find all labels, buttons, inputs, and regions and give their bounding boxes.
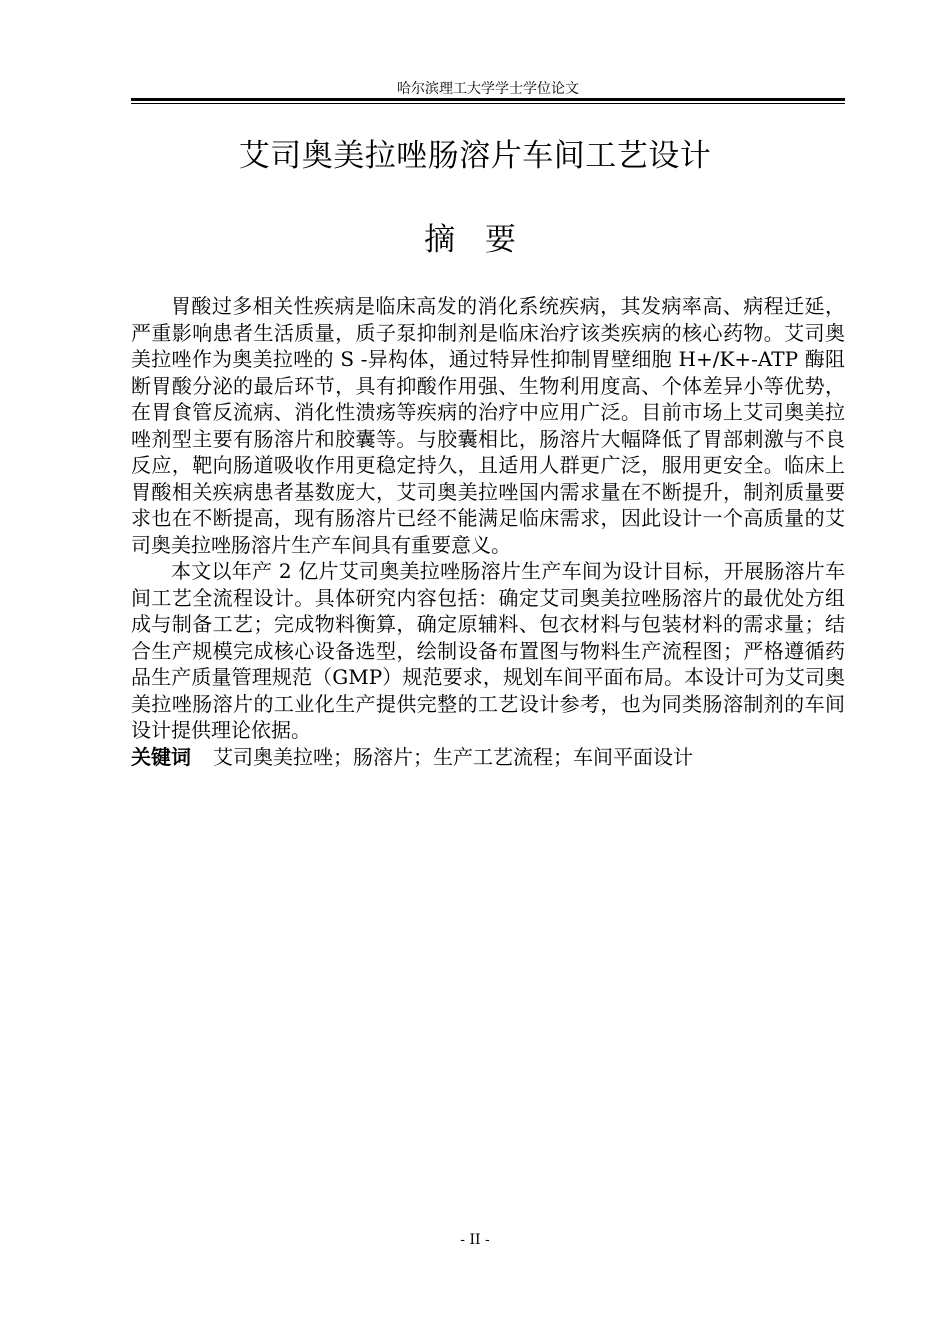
abstract-body	[131, 293, 845, 770]
keywords-text: 艾司奥美拉唑；肠溶片；生产工艺流程；车间平面设计	[213, 744, 693, 769]
page-number: - II -	[460, 1232, 490, 1248]
abstract-paragraph-2: 本文以年产 2 亿片艾司奥美拉唑肠溶片生产车间为设计目标，开展肠溶片车间工艺全流程设计。具体研究内容包括：确定艾司奥美拉唑肠溶片的最优处方组成与制备工艺；完成物料衡算，确定原辅料、包衣材料与包装材料的需求量；结合生产规模完成核心设备选型，绘制设备布置图与物料生产流程图；严格遵循药品生产质量管理规范（GMP）规范要求，规划车间平面布局。本设计可为艾司奥美拉唑肠溶片的工业化生产提供完整的工艺设计参考，也为同类肠溶制剂的车间设计提供理论依据。	[131, 559, 845, 742]
abstract-paragraph-1: 胃酸过多相关性疾病是临床高发的消化系统疾病，其发病率高、病程迁延，严重影响患者生活质量，质子泵抑制剂是临床治疗该类疾病的核心药物。艾司奥美拉唑作为奥美拉唑的 S -异构体，通过特异性抑制胃壁细胞 H+/K+-ATP 酶阻断胃酸分泌的最后环节，具有抑酸作用强、生物利用度高、个体差异小等优势，在胃食管反流病、消化性溃疡等疾病的治疗中应用广泛。目前市场上艾司奥美拉唑剂型主要有肠溶片和胶囊等。与胶囊相比，肠溶片大幅降低了胃部刺激与不良反应，靶向肠道吸收作用更稳定持久，且适用人群更广泛，服用更安全。临床上胃酸相关疾病患者基数庞大，艾司奥美拉唑国内需求量在不断提升，制剂质量要求也在不断提高，现有肠溶片已经不能满足临床需求，因此设计一个高质量的艾司奥美拉唑肠溶片生产车间具有重要意义。	[131, 294, 845, 557]
keywords-label: 关键词	[131, 744, 191, 769]
header-rule-thick	[131, 98, 845, 101]
abstract-heading: 摘 要	[424, 222, 526, 258]
thesis-title: 艾司奥美拉唑肠溶片车间工艺设计	[238, 138, 712, 174]
header-rule-thin	[131, 103, 845, 104]
running-header: 哈尔滨理工大学学士学位论文	[397, 81, 579, 97]
keywords-line	[131, 744, 845, 771]
